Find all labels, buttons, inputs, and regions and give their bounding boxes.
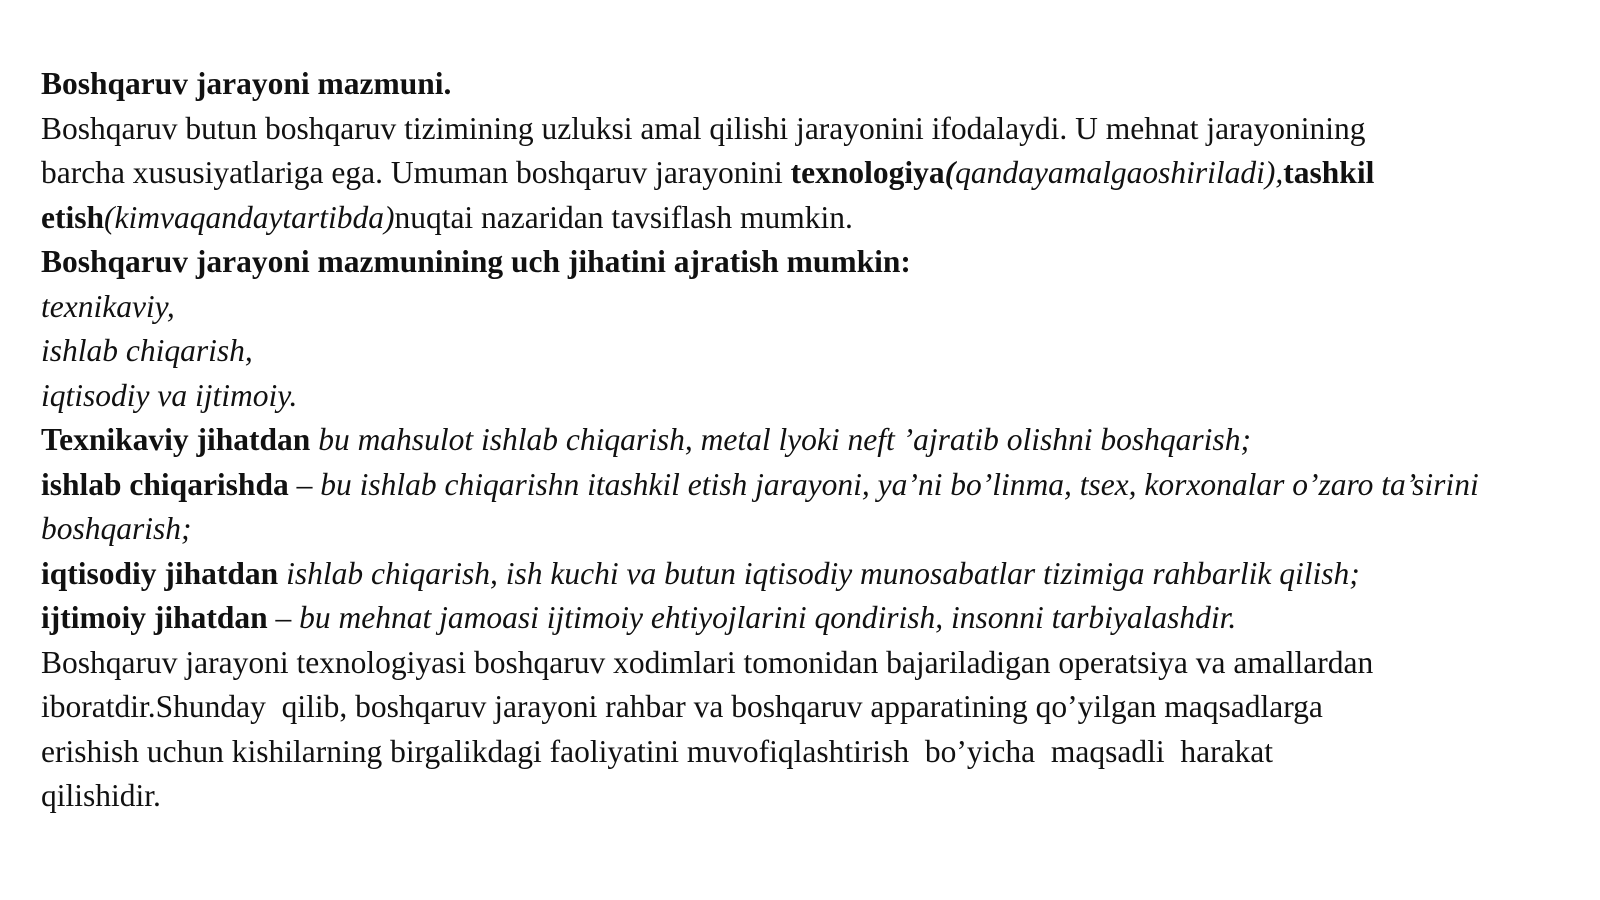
term-technology: texnologiya [790, 155, 945, 190]
list-item: ishlab chiqarish, [41, 333, 253, 368]
section-heading: Boshqaruv jarayoni mazmuni. [41, 66, 452, 101]
intro-paragraph [41, 107, 1561, 241]
term-organization-note: (kimvaqandaytartibda) [104, 199, 395, 235]
conclusion-line: Boshqaruv jarayoni texnologiyasi boshqaruv xodimlari tomonidan bajariladigan operatsiya va amallardan [41, 644, 1374, 680]
definition-production: ishlab chiqarishda – bu ishlab chiqarishn itashkil etish jarayoni, ya’ni bo’linma, tsex, korxonalar o’zaro ta’sirini boshqarish; [41, 466, 1479, 546]
aspects-heading: Boshqaruv jarayoni mazmunining uch jihatini ajratish mumkin: [41, 244, 911, 279]
definition-economic: iqtisodiy jihatdan ishlab chiqarish, ish kuchi va butun iqtisodiy munosabatlar tizimiga rahbarlik qilish; [41, 555, 1360, 591]
intro-line: etish(kimvaqandaytartibda)nuqtai nazaridan tavsiflash mumkin. [41, 199, 853, 235]
list-item: iqtisodiy va ijtimoiy. [41, 377, 298, 413]
definitions-list [41, 418, 1561, 641]
conclusion-paragraph [41, 641, 1561, 819]
conclusion-line: iboratdir.Shunday qilib, boshqaruv jarayoni rahbar va boshqaruv apparatining qo’yilgan maqsadlarga [41, 689, 1323, 724]
list-item: texnikaviy, [41, 288, 175, 324]
conclusion-line: qilishidir. [41, 778, 161, 813]
slide-content [41, 62, 1561, 819]
intro-line: Boshqaruv butun boshqaruv tizimining uzluksi amal qilishi jarayonini ifodalaydi. U mehnat jarayonining [41, 110, 1366, 146]
definition-technical: Texnikaviy jihatdan bu mahsulot ishlab chiqarish, metal lyoki neft ’ajratib olishni boshqarish; [41, 422, 1251, 457]
term-technology-note: qandayamalgaoshiriladi), [955, 155, 1284, 190]
aspects-list [41, 285, 1561, 419]
intro-line: barcha xususiyatlariga ega. Umuman boshqaruv jarayonini texnologiya(qandayamalgaoshiriladi),tashkil [41, 155, 1375, 190]
conclusion-line: erishish uchun kishilarning birgalikdagi faoliyatini muvofiqlashtirish bo’yicha maqsadli harakat [41, 733, 1274, 769]
term-organization: tashkil [1283, 155, 1375, 190]
definition-social: ijtimoiy jihatdan – bu mehnat jamoasi ijtimoiy ehtiyojlarini qondirish, insonni tarbiyalashdir. [41, 600, 1237, 635]
